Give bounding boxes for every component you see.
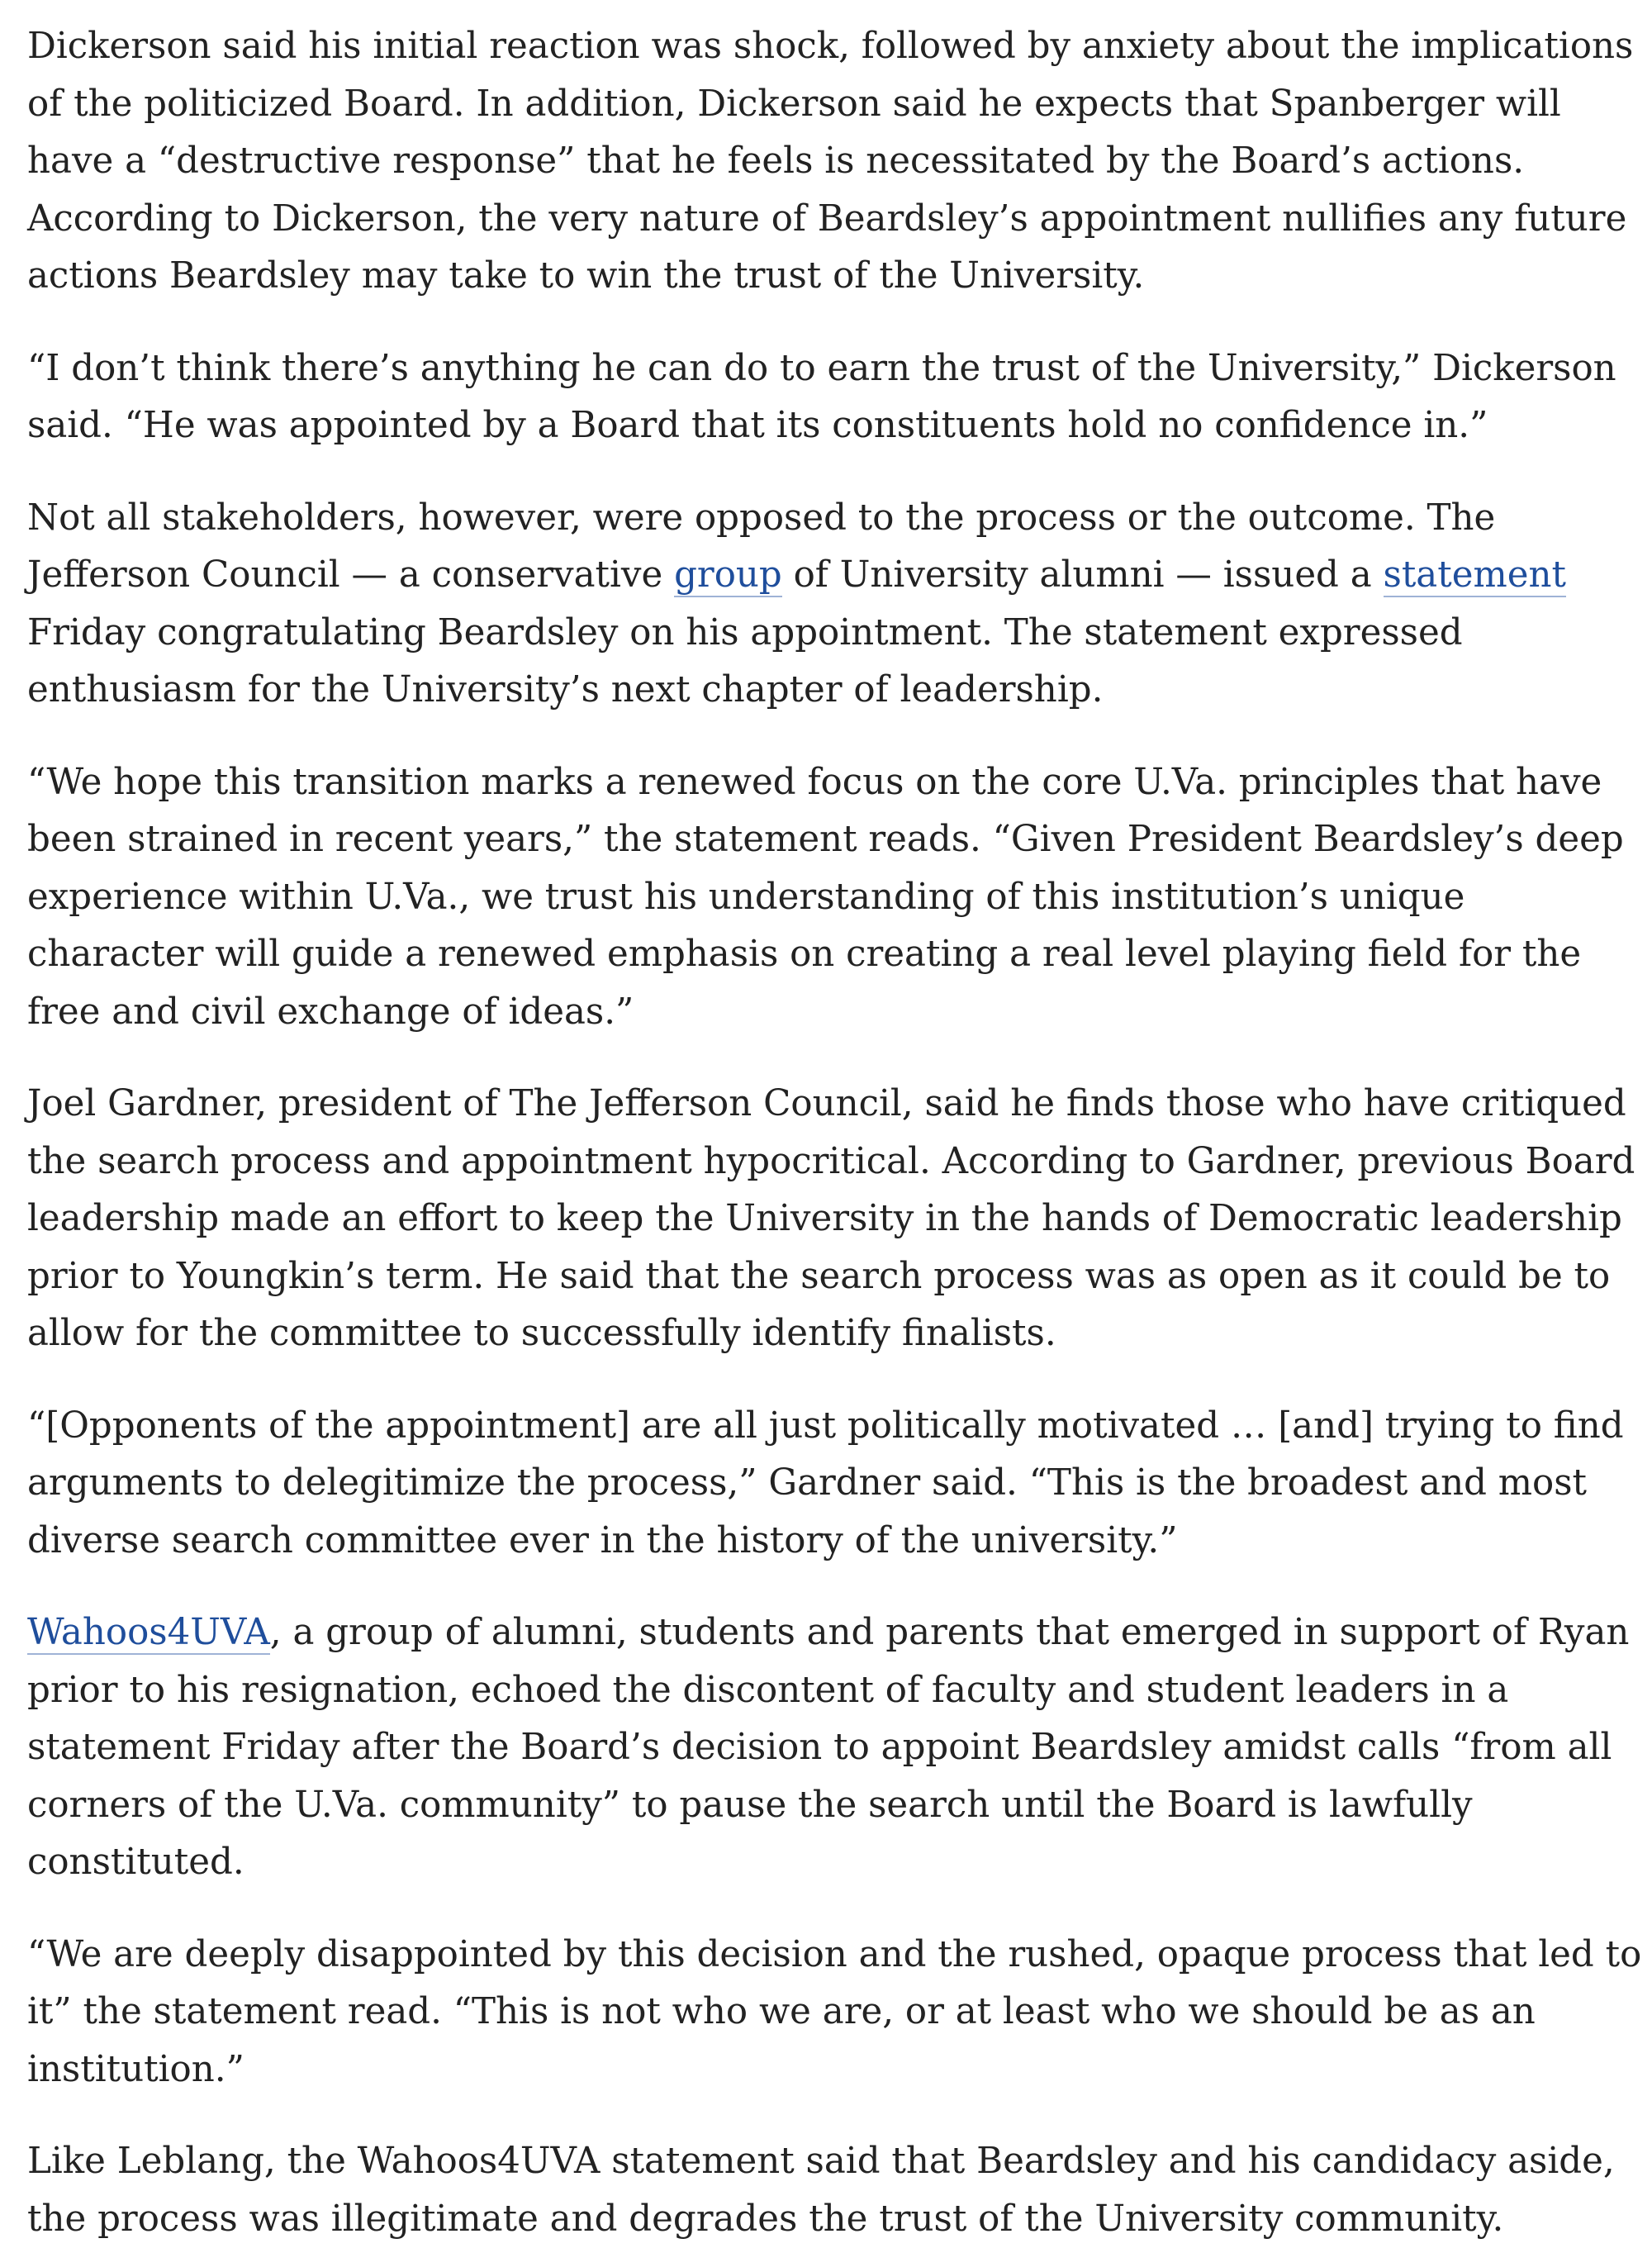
paragraph-council-statement-quote: “We hope this transition marks a renewed focus on the core U.Va. principles that have been strained in recent years,” the statement reads. “Given President Beardsley’s deep experience within U.Va., we trust his understanding of this institution’s unique character will guide a renewed emphasis on creating a real level playing field for the free and civil exchange of ideas.” [27, 761, 1624, 1033]
paragraph-jefferson-council [27, 490, 1646, 720]
paragraph-leblang: Like Leblang, the Wahoos4UVA statement said that Beardsley and his candidacy aside, the process was illegitimate and degrades the trust of the University community. [27, 2141, 1615, 2240]
paragraph-gardner-quote: “[Opponents of the appointment] are all just politically motivated … [and] trying to find arguments to delegitimize the process,” Gardner said. “This is the broadest and most diverse search committee ever in the history of the university.” [27, 1404, 1624, 1561]
paragraph-dickerson-quote: “I don’t think there’s anything he can do to earn the trust of the University,” Dickerson said. “He was appointed by a Board that its constituents hold no confidence in.” [27, 347, 1616, 446]
paragraph-wahoos4uva [27, 1604, 1646, 1892]
statement-link[interactable]: statement [1383, 554, 1566, 596]
paragraph-text: Friday congratulating Beardsley on his appointment. The statement expressed enthusiasm for the University’s next chapter of leadership. [27, 611, 1463, 711]
paragraph-text: Not all stakeholders, however, were opposed to the process or the outcome. The Jefferson Council — a conservative [27, 497, 1496, 596]
paragraph-text: of University alumni — issued a [781, 554, 1384, 596]
paragraph-joel-gardner: Joel Gardner, president of The Jefferson Council, said he finds those who have critiqued the search process and appointment hypocritical. According to Gardner, previous Board leadership made an effort to keep the University in the hands of Democratic leadership prior to Youngkin’s term. He said that the search process was as open as it could be to allow for the committee to successfully identify finalists. [27, 1083, 1635, 1354]
paragraph-wahoos-statement-quote: “We are deeply disappointed by this decision and the rushed, opaque process that led to it” the statement read. “This is not who we are, or at least who we should be as an institution.” [27, 1933, 1642, 2090]
wahoos4uva-link[interactable]: Wahoos4UVA [27, 1612, 270, 1653]
group-link[interactable]: group [674, 554, 782, 596]
paragraph-dickerson-reaction: Dickerson said his initial reaction was shock, followed by anxiety about the implications of the politicized Board. In addition, Dickerson said he expects that Spanberger will have a “destructive response” that he feels is necessitated by the Board’s actions. According to Dickerson, the very nature of Beardsley’s appointment nullifies any future actions Beardsley may take to win the trust of the University. [27, 26, 1634, 297]
paragraph-text: , a group of alumni, students and parents that emerged in support of Ryan prior to his resignation, echoed the discontent of faculty and student leaders in a statement Friday after the Board’s decision to appoint Beardsley amidst calls “from all corners of the U.Va. community” to pause the search until the Board is lawfully constituted. [27, 1612, 1630, 1883]
